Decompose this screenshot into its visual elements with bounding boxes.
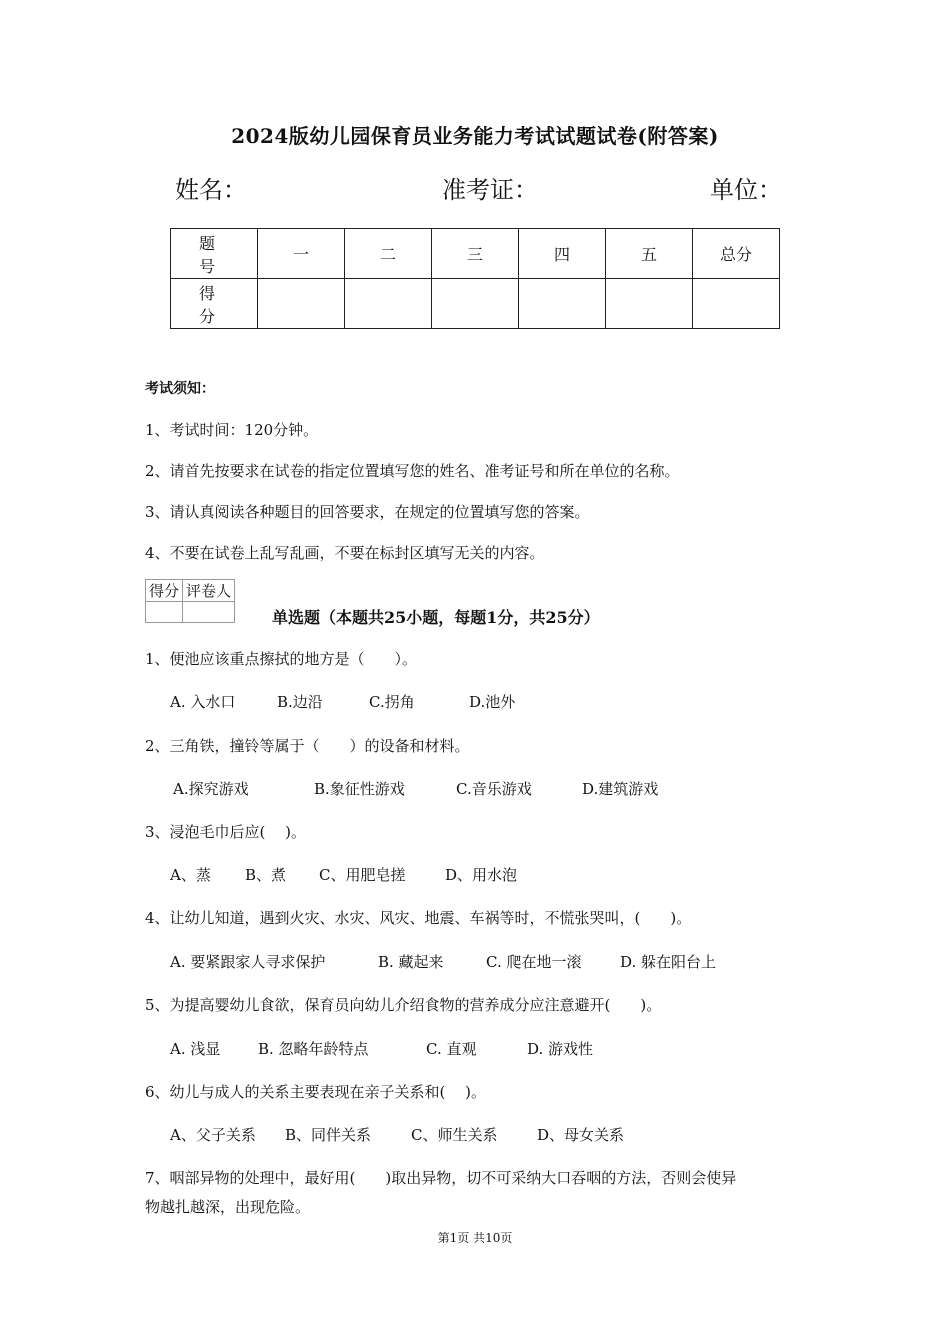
score-table [170, 228, 780, 329]
notice-item: 2、请首先按要求在试卷的指定位置填写您的姓名、准考证号和所在单位的名称。 [145, 462, 680, 480]
score-cell: 得 分 [171, 279, 258, 329]
score-cell [606, 279, 693, 329]
question-text-continued: 物越扎越深，出现危险。 [145, 1198, 311, 1216]
option: C. 直观 [426, 1040, 477, 1058]
question-text: 6、幼儿与成人的关系主要表现在亲子关系和( )。 [145, 1083, 487, 1101]
question-options [170, 864, 517, 885]
score-cell: 四 [519, 229, 606, 279]
grader-score-label: 得分 [146, 580, 183, 602]
score-cell: 二 [345, 229, 432, 279]
score-table-header-row [171, 229, 780, 279]
grader-score-cell [146, 602, 183, 623]
score-table-score-row [171, 279, 780, 329]
grader-name-label: 评卷人 [183, 580, 235, 602]
option: B、煮 [245, 866, 287, 884]
document-title: 2024版幼儿园保育员业务能力考试试题试卷(附答案) [231, 124, 719, 148]
question-text: 1、便池应该重点擦拭的地方是（ ）。 [145, 650, 418, 668]
option: C.拐角 [369, 693, 415, 711]
option: A.探究游戏 [173, 780, 249, 798]
question-text: 3、浸泡毛巾后应( )。 [145, 823, 307, 841]
score-cell: 五 [606, 229, 693, 279]
score-cell [519, 279, 606, 329]
score-cell [693, 279, 780, 329]
section-title: 单选题（本题共25小题，每题1分，共25分） [272, 608, 600, 627]
score-cell [345, 279, 432, 329]
question-options [170, 691, 515, 712]
score-cell: 题 号 [171, 229, 258, 279]
notice-heading: 考试须知： [145, 381, 215, 397]
exam-id-field-label: 准考证： [442, 176, 538, 204]
question-text: 4、让幼儿知道，遇到火灾、水灾、风灾、地震、车祸等时，不慌张哭叫，( )。 [145, 909, 692, 927]
option: D. 游戏性 [527, 1040, 594, 1058]
option: C、师生关系 [411, 1126, 498, 1144]
question-options [170, 951, 716, 972]
option: B.象征性游戏 [314, 780, 405, 798]
option: B. 藏起来 [378, 953, 444, 971]
option: D.池外 [469, 693, 516, 711]
question-options [170, 1124, 624, 1145]
question-text: 2、三角铁，撞铃等属于（ ）的设备和材料。 [145, 737, 470, 755]
score-cell [432, 279, 519, 329]
notice-item: 4、不要在试卷上乱写乱画，不要在标封区填写无关的内容。 [145, 544, 545, 562]
option: D、用水泡 [445, 866, 518, 884]
question-text: 5、为提高婴幼儿食欲，保育员向幼儿介绍食物的营养成分应注意避开( )。 [145, 996, 662, 1014]
score-cell: 一 [258, 229, 345, 279]
unit-field-label: 单位： [710, 176, 782, 204]
question-options [170, 1038, 593, 1059]
notice-item: 1、考试时间：120分钟。 [145, 421, 319, 439]
option: C. 爬在地一滚 [486, 953, 582, 971]
option: D、母女关系 [537, 1126, 625, 1144]
option: C、用肥皂搓 [319, 866, 406, 884]
score-cell: 总分 [693, 229, 780, 279]
option: D.建筑游戏 [582, 780, 659, 798]
grader-table [145, 579, 235, 623]
option: B.边沿 [277, 693, 323, 711]
option: A、蒸 [170, 866, 211, 884]
option: A. 浅显 [170, 1040, 221, 1058]
name-field-label: 姓名： [175, 176, 247, 204]
option: A. 要紧跟家人寻求保护 [170, 953, 326, 971]
score-cell [258, 279, 345, 329]
score-cell: 三 [432, 229, 519, 279]
option: B. 忽略年龄特点 [258, 1040, 369, 1058]
option: B、同伴关系 [285, 1126, 372, 1144]
grader-name-cell [183, 602, 235, 623]
question-options [173, 778, 658, 799]
page-footer: 第1页 共10页 [437, 1231, 513, 1245]
option: A. 入水口 [170, 693, 236, 711]
option: D. 躲在阳台上 [620, 953, 717, 971]
option: C.音乐游戏 [456, 780, 532, 798]
question-text: 7、咽部异物的处理中，最好用( )取出异物，切不可采纳大口吞咽的方法，否则会使异 [145, 1169, 737, 1187]
option: A、父子关系 [170, 1126, 256, 1144]
notice-item: 3、请认真阅读各种题目的回答要求，在规定的位置填写您的答案。 [145, 503, 590, 521]
